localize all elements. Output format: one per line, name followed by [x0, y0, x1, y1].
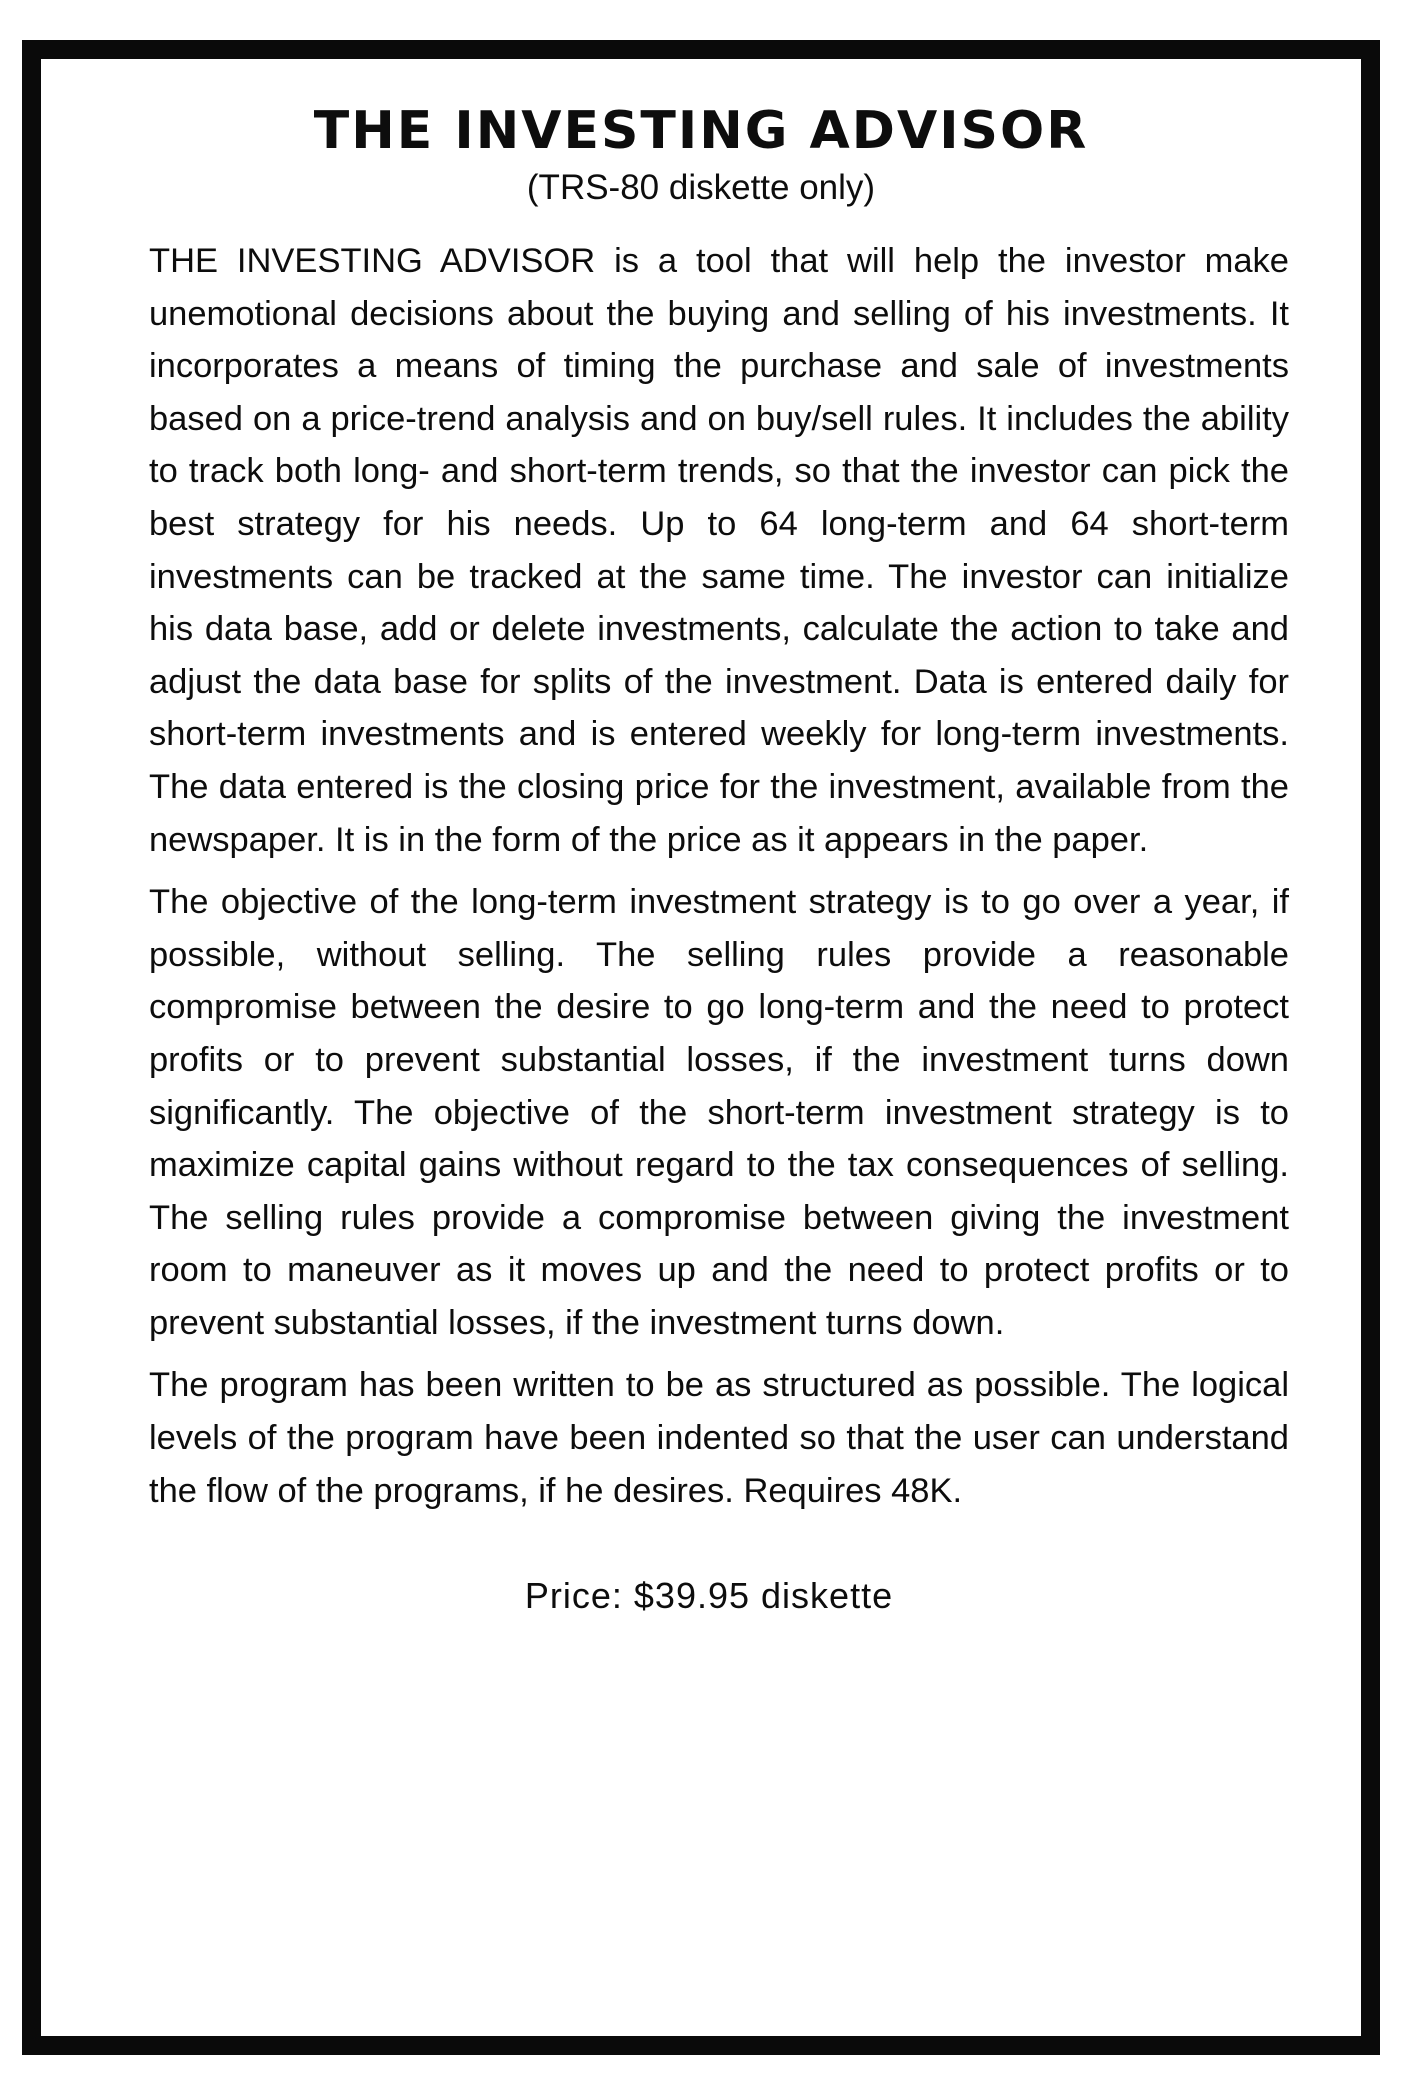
ad-subtitle: (TRS-80 diskette only)	[526, 168, 876, 207]
paragraph-description: THE INVESTING ADVISOR is a tool that will help the investor make unemotional decisions about the buying and selling of his investments. It incorporates a means of timing the purchase and sale of investments based on a price-trend analysis and on buy/sell rules. It includes the ability to track both long- and short-term trends, so that the investor can pick the best strategy for his needs. Up to 64 long-term and 64 short-term investments can be tracked at the same time. The investor can initialize his data base, add or delete investments, calculate the action to take and adjust the data base for splits of the investment. Data is entered daily for short-term investments and is entered weekly for long-term investments. The data entered is the closing price for the investment, available from the newspaper. It is in the form of the price as it appears in the paper.	[149, 242, 1289, 859]
paragraph-structure: The program has been written to be as structured as possible. The logical levels of the program have been indented so that the user can understand the flow of the programs, if he desires. Requires 48K.	[149, 1366, 1289, 1510]
price-line: Price: $39.95 diskette	[524, 1575, 894, 1617]
paragraph-strategy: The objective of the long-term investment strategy is to go over a year, if possible, without selling. The selling rules provide a reasonable compromise between the desire to go long-term and the need to protect profits or to prevent substantial losses, if the investment turns down significantly. The objective of the short-term investment strategy is to maximize capital gains without regard to the tax consequences of selling. The selling rules provide a compromise between giving the investment room to maneuver as it moves up and the need to protect profits or to prevent substantial losses, if the investment turns down.	[149, 883, 1289, 1342]
ad-title: THE INVESTING ADVISOR	[313, 101, 1089, 161]
advertisement-content	[41, 59, 1361, 2036]
advertisement-frame	[22, 40, 1380, 2055]
